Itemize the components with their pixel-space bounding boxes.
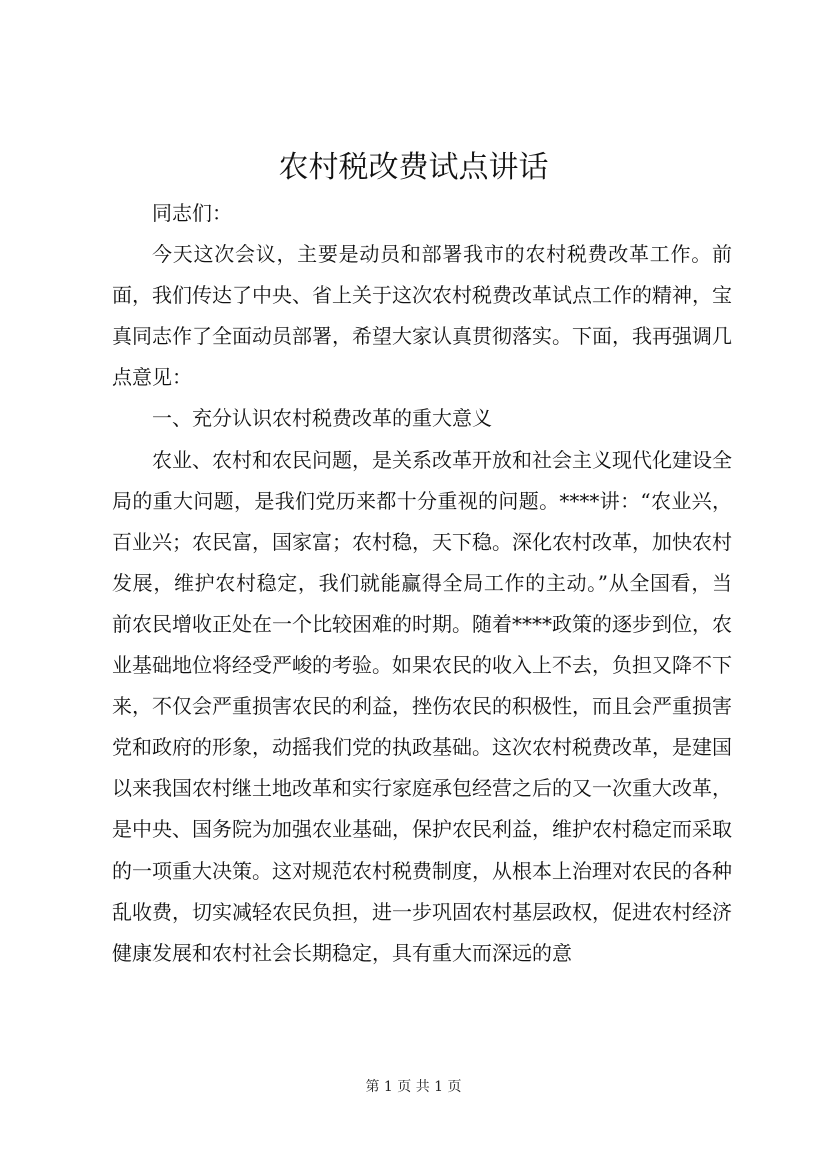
intro-paragraph: 今天这次会议，主要是动员和部署我市的农村税费改革工作。前面，我们传达了中央、省上关于这次农村税费改革试点工作的精神，宝真同志作了全面动员部署，希望大家认真贯彻落实。下面，我再强调几点意见： xyxy=(112,242,732,390)
salutation-paragraph: 同志们： xyxy=(152,201,232,225)
page-footer: 第 1 页 共 1 页 xyxy=(365,1079,462,1095)
document-title: 农村税改费试点讲话 xyxy=(278,150,549,185)
body-paragraph: 农业、农村和农民问题，是关系改革开放和社会主义现代化建设全局的重大问题，是我们党历来都十分重视的问题。****讲：“农业兴，百业兴；农民富，国家富；农村稳，天下稳。深化农村改革，加快农村发展，维护农村稳定，我们就能赢得全局工作的主动。”从全国看，当前农民增收正处在一个比较困难的时期。随着****政策的逐步到位，农业基础地位将经受严峻的考验。如果农民的收入上不去，负担又降不下来，不仅会严重损害农民的利益，挫伤农民的积极性，而且会严重损害党和政府的形象，动摇我们党的执政基础。这次农村税费改革，是建国以来我国农村继土地改革和实行家庭承包经营之后的又一次重大改革，是中央、国务院为加强农业基础，保护农民利益，维护农村稳定而采取的一项重大决策。这对规范农村税费制度，从根本上治理对农民的各种乱收费，切实减轻农民负担，进一步巩固农村基层政权，促进农村经济健康发展和农村社会长期稳定，具有重大而深远的意 xyxy=(112,447,732,965)
document-body xyxy=(112,193,732,974)
section-heading: 一、充分认识农村税费改革的重大意义 xyxy=(152,406,492,431)
